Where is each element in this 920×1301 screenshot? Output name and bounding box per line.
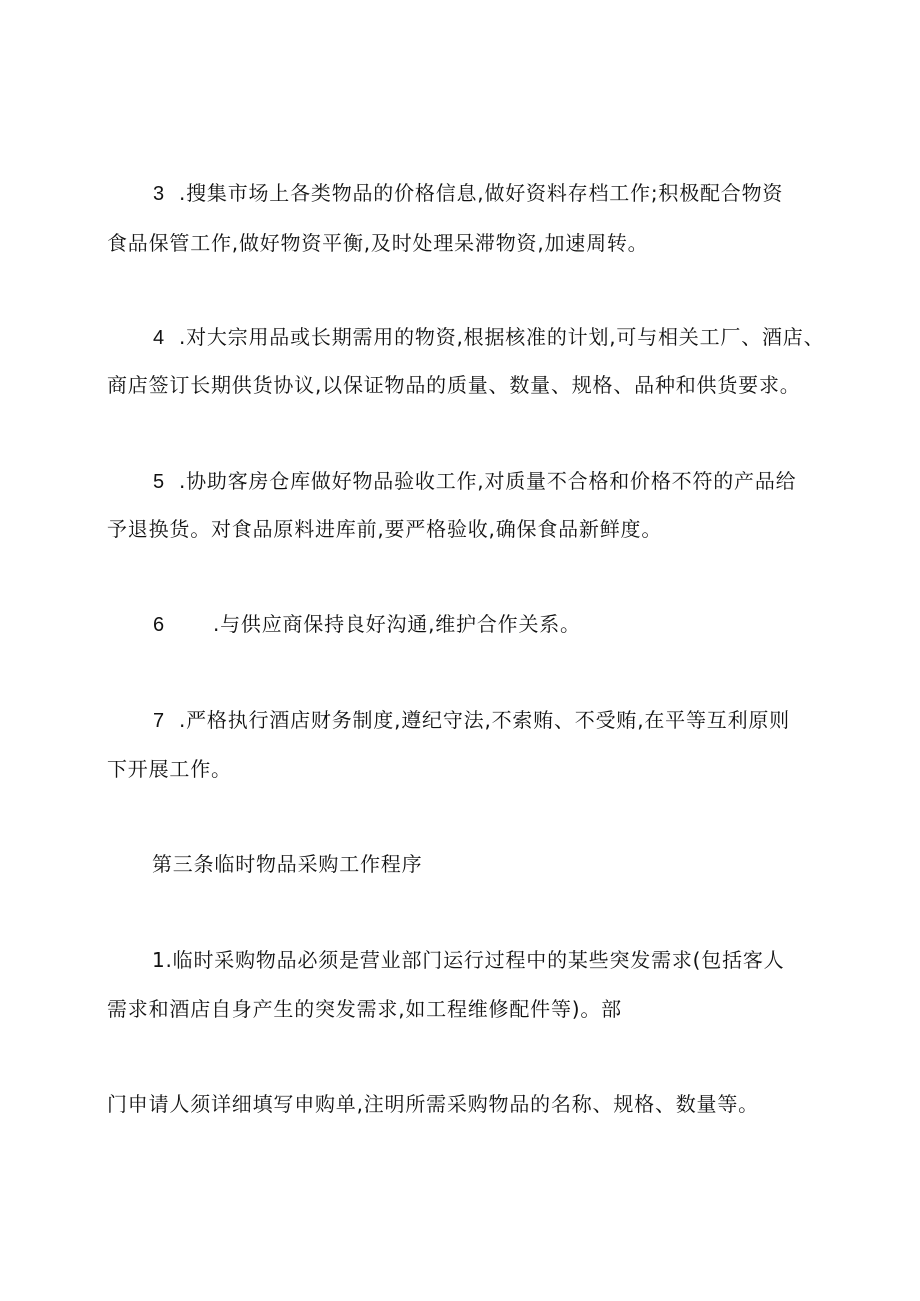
item-5-line-2: 予退换货。对食品原料进库前,要严格验收,确保食品新鲜度。 xyxy=(107,517,663,541)
item-3-line-2: 食品保管工作,做好物资平衡,及时处理呆滞物资,加速周转。 xyxy=(107,231,649,255)
item-4-line-2: 商店签订长期供货协议,以保证物品的质量、数量、规格、品种和供货要求。 xyxy=(107,373,801,397)
paragraph-line-1: 1.临时采购物品必须是营业部门运行过程中的某些突发需求(包括客人 xyxy=(152,948,785,972)
item-text: .与供应商保持良好沟通,维护合作关系。 xyxy=(212,612,581,636)
item-4-line-1 xyxy=(153,323,824,352)
section-heading: 第三条临时物品采购工作程序 xyxy=(152,852,423,876)
item-5-line-1 xyxy=(153,467,796,496)
item-number: 4 xyxy=(153,327,165,349)
item-number: 7 xyxy=(153,710,165,732)
item-7-line-1 xyxy=(153,706,790,735)
item-number: 6 xyxy=(153,614,165,636)
item-6-line-1 xyxy=(153,610,581,639)
item-text: .搜集市场上各类物品的价格信息,做好资料存档工作;积极配合物资 xyxy=(178,181,784,205)
item-number: 3 xyxy=(153,183,165,205)
item-text: .协助客房仓库做好物品验收工作,对质量不合格和价格不符的产品给 xyxy=(178,469,797,493)
paragraph-line-2: 需求和酒店自身产生的突发需求,如工程维修配件等)。部 xyxy=(107,997,622,1021)
item-text: .严格执行酒店财务制度,遵纪守法,不索贿、不受贿,在平等互利原则 xyxy=(178,708,790,732)
item-7-line-2: 下开展工作。 xyxy=(107,757,232,781)
item-3-line-1 xyxy=(153,179,783,208)
item-text: .对大宗用品或长期需用的物资,根据核准的计划,可与相关工厂、酒店、 xyxy=(178,325,825,349)
paragraph-line-3: 门申请人须详细填写申购单,注明所需采购物品的名称、规格、数量等。 xyxy=(107,1092,759,1116)
item-number: 5 xyxy=(153,471,165,493)
